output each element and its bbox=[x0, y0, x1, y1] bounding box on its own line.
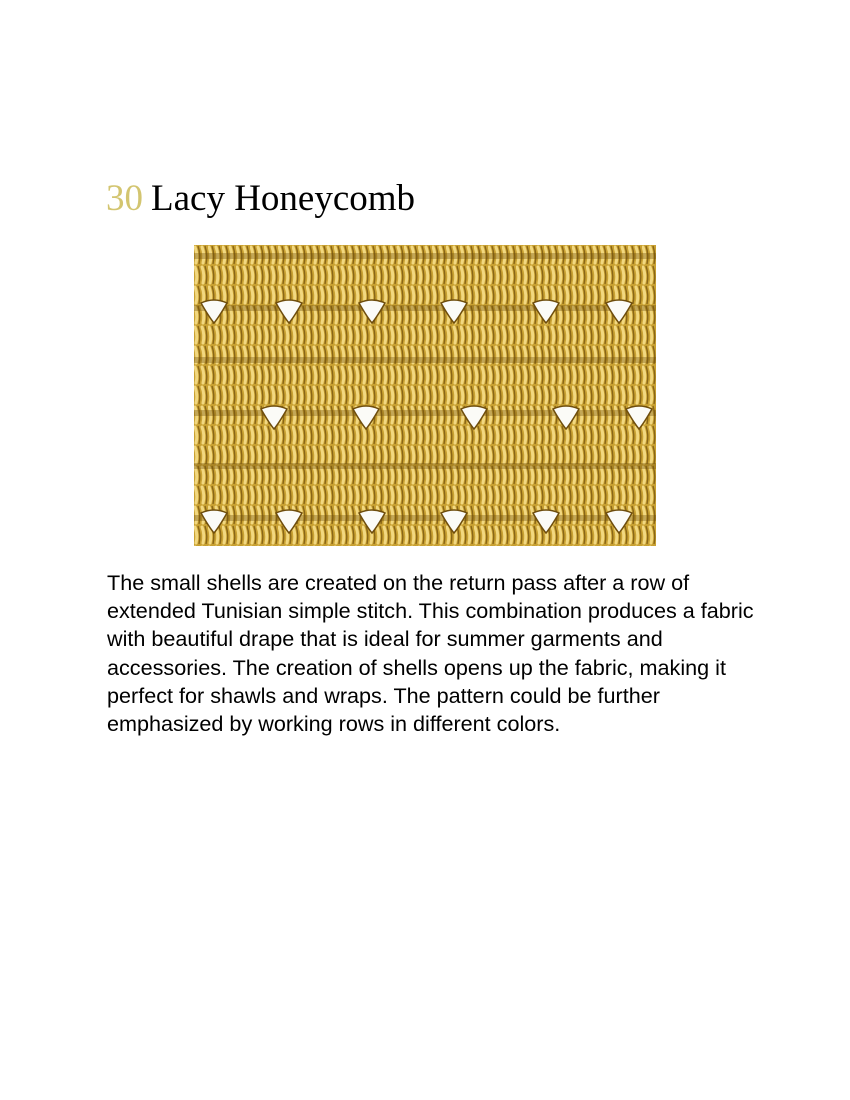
stitch-row-band bbox=[194, 515, 656, 521]
stitch-row-band bbox=[194, 305, 656, 311]
pattern-description: The small shells are created on the return pass after a row of extended Tunisian simple stitch. This combination produces a fabric with beautiful drape that is ideal for summer garments and accessories. The creation of shells opens up the fabric, making it perfect for shawls and wraps. The pattern could be further emphasized by working rows in different colors. bbox=[107, 570, 754, 737]
stitch-row-band bbox=[194, 357, 656, 363]
pattern-title: Lacy Honeycomb bbox=[151, 178, 416, 219]
swatch-fabric bbox=[194, 245, 656, 546]
stitch-row-band bbox=[194, 253, 656, 259]
pattern-heading bbox=[106, 176, 415, 222]
stitch-row-band bbox=[194, 463, 656, 469]
stitch-swatch-photo bbox=[194, 245, 656, 546]
pattern-number: 30 bbox=[106, 178, 143, 219]
